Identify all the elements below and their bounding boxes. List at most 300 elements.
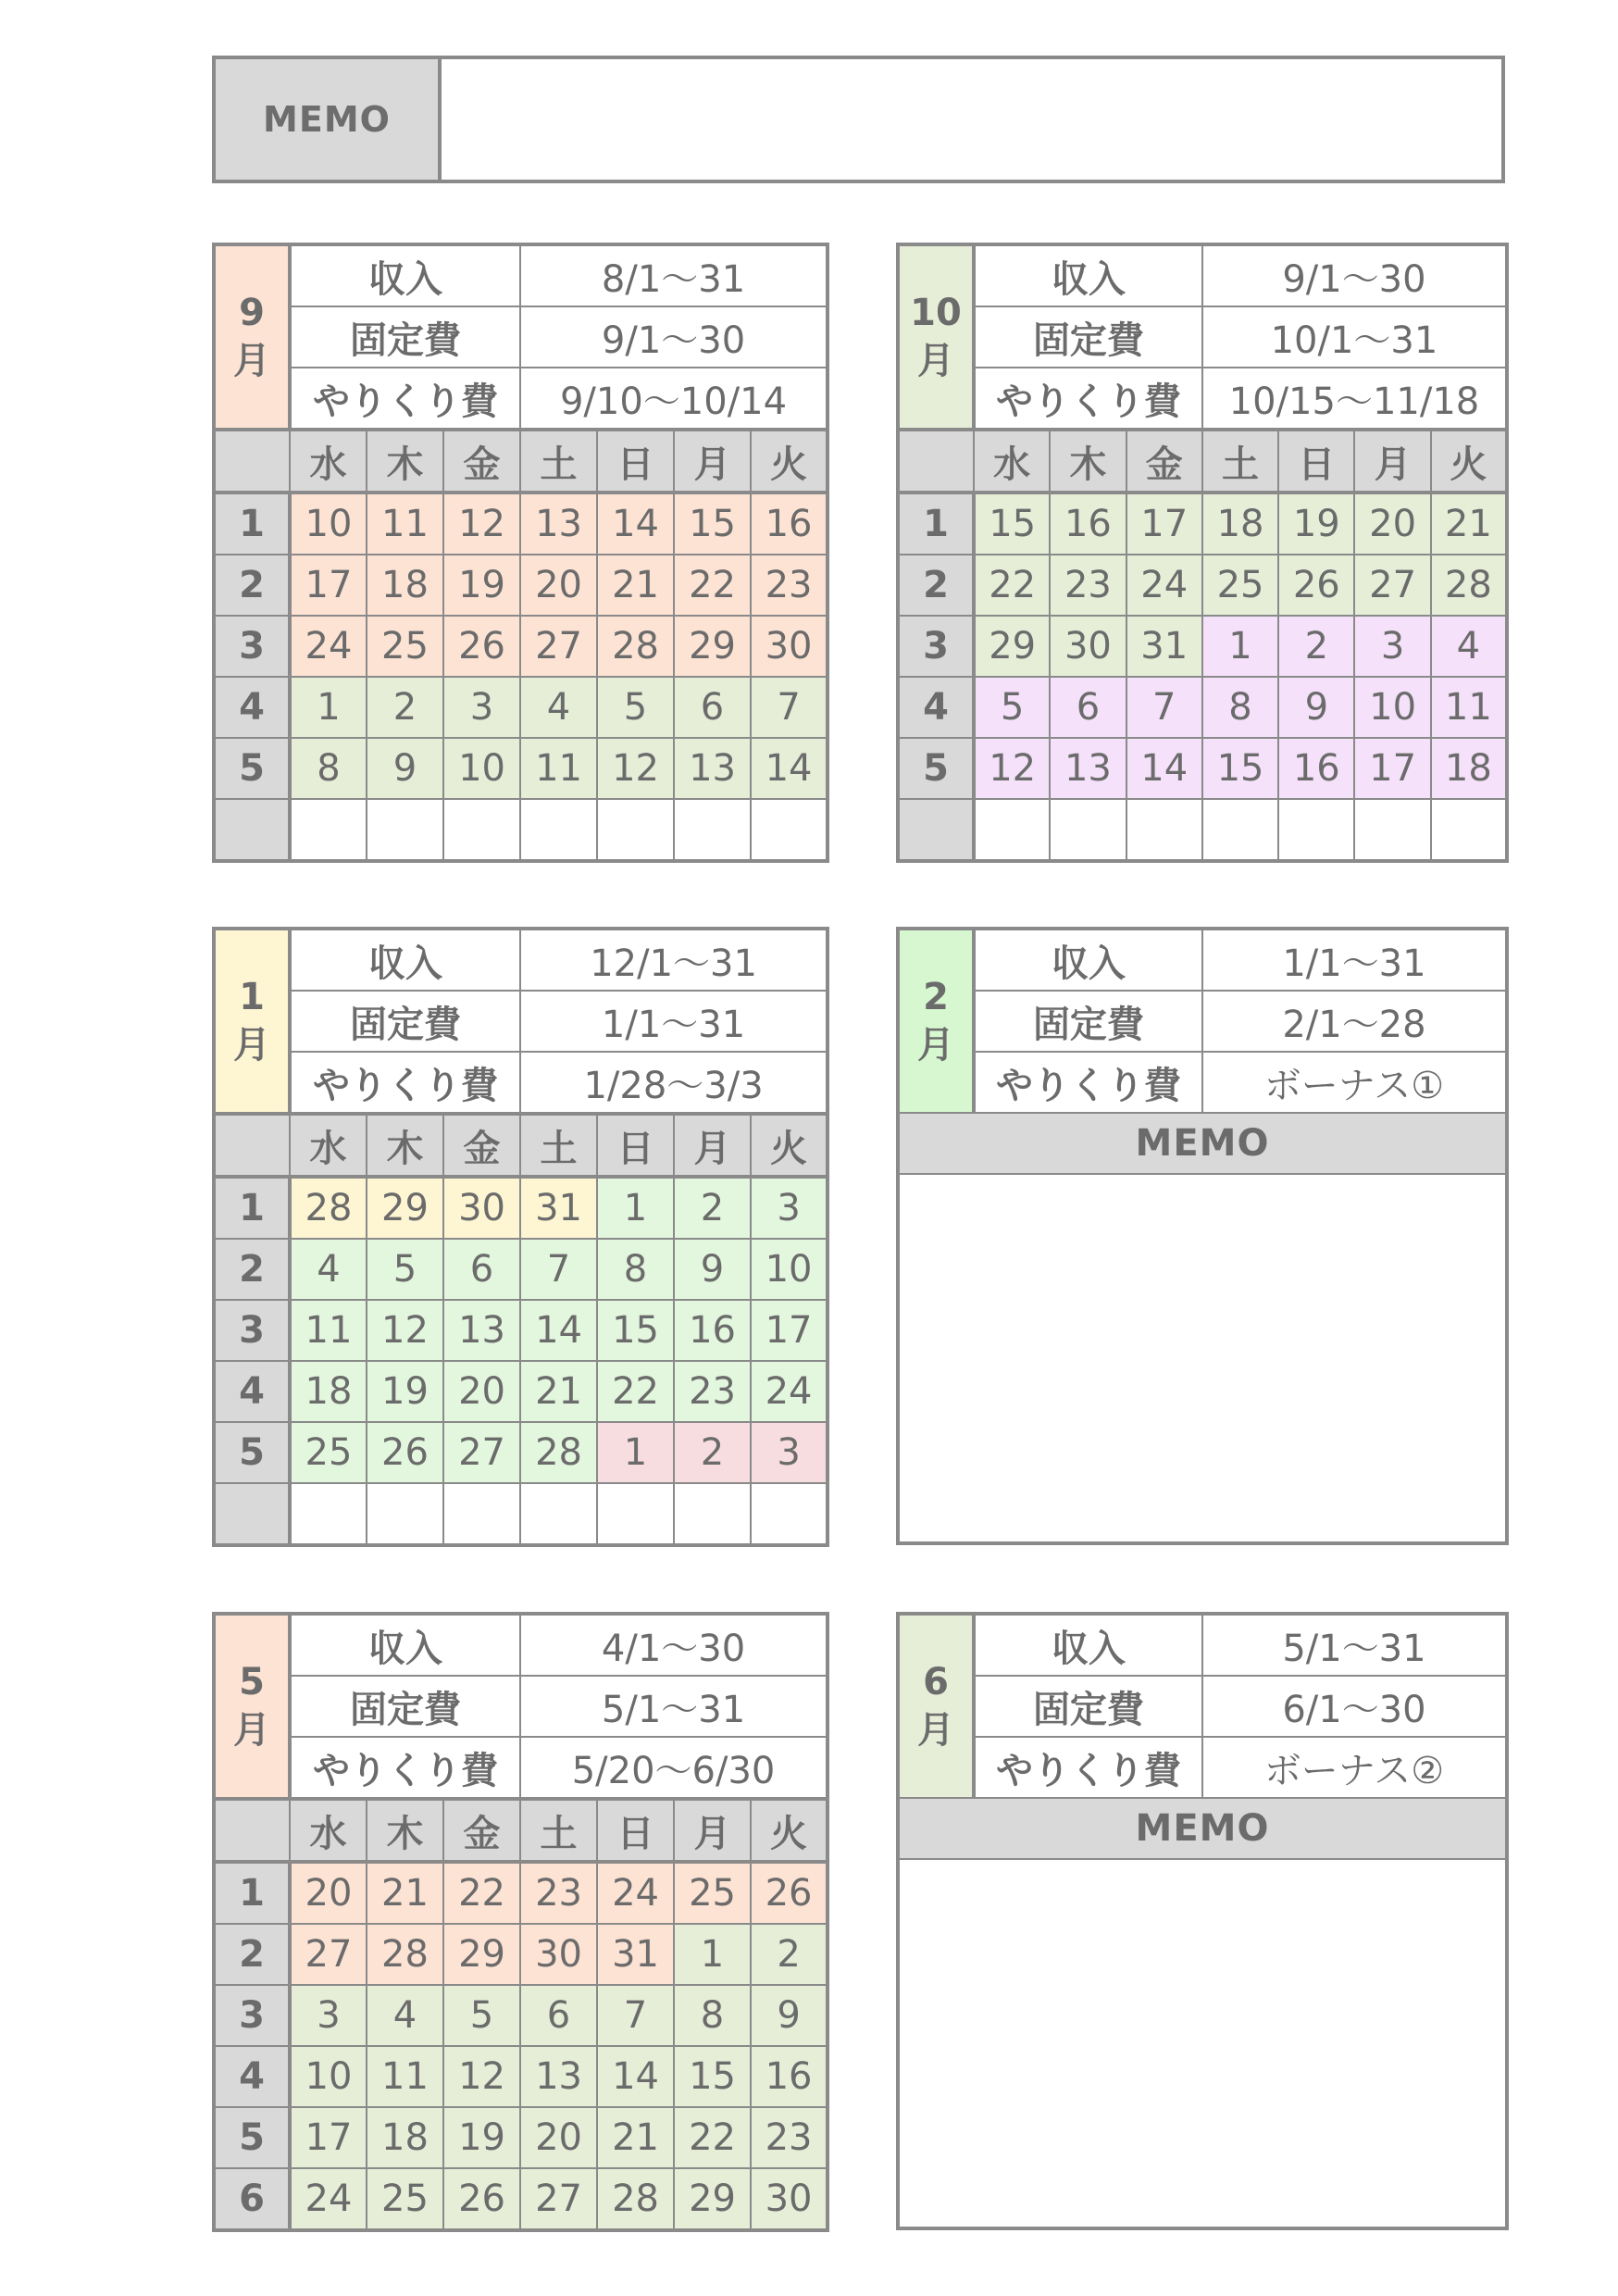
- day-cell[interactable]: [290, 799, 367, 861]
- month-calendar-may: [212, 1612, 829, 2232]
- period-label-income: 収入: [974, 244, 1202, 306]
- period-range-budget[interactable]: 5/20〜6/30: [520, 1737, 828, 1799]
- weekday-label: 木: [367, 1799, 443, 1862]
- period-label-income: 収入: [974, 1614, 1202, 1676]
- day-cell[interactable]: 13: [520, 2046, 597, 2107]
- month-number-value: 5: [239, 1661, 265, 1703]
- month-calendar-oct: [896, 243, 1509, 863]
- month-unit: 月: [233, 340, 270, 382]
- day-cell[interactable]: 3: [290, 1985, 367, 2046]
- weekday-label: 日: [1278, 430, 1354, 493]
- weekday-label: 日: [597, 1799, 674, 1862]
- day-cell[interactable]: 5: [597, 677, 674, 738]
- weekday-label: 木: [367, 1114, 443, 1177]
- week-row: [214, 1239, 828, 1300]
- top-memo-label: MEMO: [216, 59, 442, 180]
- day-cell[interactable]: [1278, 799, 1354, 861]
- day-cell[interactable]: 9: [751, 1985, 828, 2046]
- weekday-label: 金: [1126, 430, 1202, 493]
- week-number: 4: [214, 677, 290, 738]
- week-number: 5: [214, 738, 290, 799]
- weekday-label: 火: [751, 1799, 828, 1862]
- week-number: 5: [214, 1422, 290, 1483]
- week-row: [214, 1483, 828, 1545]
- period-label-budget: やりくり費: [290, 1052, 520, 1114]
- week-row: [898, 799, 1507, 861]
- weekday-label: 土: [520, 1799, 597, 1862]
- day-cell[interactable]: 15: [597, 1300, 674, 1361]
- weekday-label: 月: [674, 1799, 751, 1862]
- period-label-income: 収入: [290, 929, 520, 991]
- week-number: 1: [898, 493, 974, 555]
- weekday-label: 水: [290, 430, 367, 493]
- month-number: [898, 929, 974, 1113]
- week-number: 6: [214, 2168, 290, 2230]
- period-label-budget: やりくり費: [974, 1052, 1202, 1113]
- month-number-value: 2: [923, 976, 949, 1018]
- day-cell[interactable]: 4: [520, 677, 597, 738]
- day-cell[interactable]: 10: [1354, 677, 1430, 738]
- week-row: [214, 1862, 828, 1924]
- period-label-fixed: 固定費: [290, 1676, 520, 1737]
- day-cell[interactable]: 28: [597, 2168, 674, 2230]
- day-cell[interactable]: 4: [1431, 616, 1507, 677]
- week-row: [214, 616, 828, 677]
- day-cell[interactable]: 8: [674, 1985, 751, 2046]
- day-cell[interactable]: 25: [367, 616, 443, 677]
- day-cell[interactable]: 27: [1354, 555, 1430, 616]
- week-number: 1: [214, 493, 290, 555]
- day-cell[interactable]: 18: [1431, 738, 1507, 799]
- week-row: [214, 1177, 828, 1239]
- day-cell[interactable]: 22: [674, 555, 751, 616]
- day-cell[interactable]: 12: [597, 738, 674, 799]
- week-row: [214, 1924, 828, 1985]
- day-cell[interactable]: 11: [290, 1300, 367, 1361]
- day-cell[interactable]: 14: [520, 1300, 597, 1361]
- week-number: 2: [214, 1924, 290, 1985]
- day-cell[interactable]: 28: [597, 616, 674, 677]
- period-range-fixed[interactable]: 6/1〜30: [1202, 1676, 1507, 1737]
- month-unit: 月: [917, 1709, 954, 1752]
- period-label-fixed: 固定費: [974, 991, 1202, 1052]
- month-number-value: 6: [923, 1661, 949, 1703]
- day-cell[interactable]: 31: [520, 1177, 597, 1239]
- week-number: 3: [898, 616, 974, 677]
- period-range-income[interactable]: 9/1〜30: [1202, 244, 1507, 306]
- week-row: [214, 1422, 828, 1483]
- day-cell[interactable]: 15: [974, 493, 1050, 555]
- day-cell[interactable]: [367, 799, 443, 861]
- day-cell[interactable]: 2: [674, 1422, 751, 1483]
- day-cell[interactable]: 26: [1278, 555, 1354, 616]
- day-cell[interactable]: 12: [974, 738, 1050, 799]
- day-cell[interactable]: 30: [751, 616, 828, 677]
- day-cell[interactable]: 27: [290, 1924, 367, 1985]
- weekday-corner: [214, 1799, 290, 1862]
- day-cell[interactable]: 3: [443, 677, 520, 738]
- period-range-fixed[interactable]: 2/1〜28: [1202, 991, 1507, 1052]
- day-cell[interactable]: 31: [1126, 616, 1202, 677]
- day-cell[interactable]: 5: [367, 1239, 443, 1300]
- weekday-label: 月: [674, 1114, 751, 1177]
- weekday-label: 水: [290, 1114, 367, 1177]
- day-cell[interactable]: 9: [1278, 677, 1354, 738]
- day-cell[interactable]: 16: [751, 2046, 828, 2107]
- period-range-budget[interactable]: ボーナス①: [1202, 1052, 1507, 1113]
- day-cell[interactable]: 28: [290, 1177, 367, 1239]
- day-cell[interactable]: 7: [1126, 677, 1202, 738]
- weekday-label: 金: [443, 1114, 520, 1177]
- weekday-header-row: [898, 430, 1507, 493]
- day-cell[interactable]: 18: [1202, 493, 1278, 555]
- period-range-income[interactable]: 5/1〜31: [1202, 1614, 1507, 1676]
- month-unit: 月: [233, 1709, 270, 1752]
- week-row: [214, 1361, 828, 1422]
- day-cell[interactable]: 31: [597, 1924, 674, 1985]
- day-cell[interactable]: 19: [1278, 493, 1354, 555]
- period-label-income: 収入: [290, 244, 520, 306]
- day-cell[interactable]: [367, 1483, 443, 1545]
- day-cell[interactable]: 23: [751, 2107, 828, 2168]
- day-cell[interactable]: 2: [751, 1924, 828, 1985]
- day-cell[interactable]: 13: [674, 738, 751, 799]
- week-number: 3: [214, 1985, 290, 2046]
- week-number: [214, 799, 290, 861]
- day-cell[interactable]: 28: [367, 1924, 443, 1985]
- month-unit: 月: [917, 1024, 954, 1067]
- period-range-budget[interactable]: 10/15〜11/18: [1202, 368, 1507, 430]
- day-cell[interactable]: 1: [597, 1177, 674, 1239]
- day-cell[interactable]: [751, 799, 828, 861]
- week-number: 4: [214, 1361, 290, 1422]
- day-cell[interactable]: [1126, 799, 1202, 861]
- weekday-label: 土: [520, 430, 597, 493]
- day-cell[interactable]: 19: [367, 1361, 443, 1422]
- day-cell[interactable]: 13: [1050, 738, 1126, 799]
- day-cell[interactable]: [1202, 799, 1278, 861]
- day-cell[interactable]: 17: [290, 555, 367, 616]
- day-cell[interactable]: 22: [443, 1862, 520, 1924]
- weekday-label: 火: [751, 1114, 828, 1177]
- day-cell[interactable]: 20: [520, 2107, 597, 2168]
- day-cell[interactable]: 5: [443, 1985, 520, 2046]
- month-unit: 月: [917, 340, 954, 382]
- day-cell[interactable]: 22: [974, 555, 1050, 616]
- day-cell[interactable]: 15: [674, 2046, 751, 2107]
- month-number-value: 1: [239, 976, 265, 1018]
- day-cell[interactable]: 19: [443, 2107, 520, 2168]
- day-cell[interactable]: 17: [1126, 493, 1202, 555]
- period-range-budget[interactable]: 9/10〜10/14: [520, 368, 828, 430]
- day-cell[interactable]: 1: [597, 1422, 674, 1483]
- day-cell[interactable]: [520, 1483, 597, 1545]
- day-cell[interactable]: 21: [597, 2107, 674, 2168]
- month-number-value: 10: [910, 292, 962, 334]
- day-cell[interactable]: 16: [751, 493, 828, 555]
- day-cell[interactable]: 30: [1050, 616, 1126, 677]
- day-cell[interactable]: [1050, 799, 1126, 861]
- day-cell[interactable]: 6: [674, 677, 751, 738]
- day-cell[interactable]: 9: [367, 738, 443, 799]
- day-cell[interactable]: 17: [751, 1300, 828, 1361]
- day-cell[interactable]: 4: [290, 1239, 367, 1300]
- day-cell[interactable]: [443, 1483, 520, 1545]
- weekday-label: 土: [520, 1114, 597, 1177]
- week-row: [214, 2046, 828, 2107]
- day-cell[interactable]: 19: [443, 555, 520, 616]
- day-cell[interactable]: 6: [520, 1985, 597, 2046]
- day-cell[interactable]: 20: [290, 1862, 367, 1924]
- weekday-label: 月: [674, 430, 751, 493]
- day-cell[interactable]: 25: [1202, 555, 1278, 616]
- period-label-fixed: 固定費: [290, 306, 520, 368]
- day-cell[interactable]: 16: [1050, 493, 1126, 555]
- memo-area[interactable]: [898, 1174, 1507, 1543]
- day-cell[interactable]: 30: [443, 1177, 520, 1239]
- period-range-income[interactable]: 8/1〜31: [520, 244, 828, 306]
- day-cell[interactable]: 20: [443, 1361, 520, 1422]
- weekday-header-row: [214, 430, 828, 493]
- weekday-label: 水: [290, 1799, 367, 1862]
- month-calendar-feb: [896, 927, 1509, 1545]
- day-cell[interactable]: 30: [520, 1924, 597, 1985]
- day-cell[interactable]: 22: [674, 2107, 751, 2168]
- day-cell[interactable]: [1354, 799, 1430, 861]
- day-cell[interactable]: 7: [597, 1985, 674, 2046]
- day-cell[interactable]: 14: [597, 2046, 674, 2107]
- period-label-fixed: 固定費: [290, 991, 520, 1052]
- day-cell[interactable]: 6: [443, 1239, 520, 1300]
- week-row: [214, 738, 828, 799]
- day-cell[interactable]: 8: [290, 738, 367, 799]
- period-label-fixed: 固定費: [974, 306, 1202, 368]
- period-range-income[interactable]: 1/1〜31: [1202, 929, 1507, 991]
- week-row: [898, 555, 1507, 616]
- day-cell[interactable]: 28: [520, 1422, 597, 1483]
- day-cell[interactable]: 21: [1431, 493, 1507, 555]
- day-cell[interactable]: 2: [1278, 616, 1354, 677]
- day-cell[interactable]: 14: [597, 493, 674, 555]
- day-cell[interactable]: 27: [520, 2168, 597, 2230]
- day-cell[interactable]: 26: [443, 2168, 520, 2230]
- day-cell[interactable]: 26: [367, 1422, 443, 1483]
- day-cell[interactable]: [974, 799, 1050, 861]
- day-cell[interactable]: [520, 799, 597, 861]
- day-cell[interactable]: 23: [751, 555, 828, 616]
- day-cell[interactable]: 9: [674, 1239, 751, 1300]
- day-cell[interactable]: [597, 1483, 674, 1545]
- day-cell[interactable]: 10: [443, 738, 520, 799]
- day-cell[interactable]: 15: [674, 493, 751, 555]
- month-calendar-sep: [212, 243, 829, 863]
- day-cell[interactable]: 17: [1354, 738, 1430, 799]
- day-cell[interactable]: 29: [674, 616, 751, 677]
- day-cell[interactable]: 3: [1354, 616, 1430, 677]
- period-label-budget: やりくり費: [974, 1737, 1202, 1798]
- month-number-value: 9: [239, 292, 265, 334]
- day-cell[interactable]: 21: [367, 1862, 443, 1924]
- week-row: [214, 493, 828, 555]
- day-cell[interactable]: 18: [290, 1361, 367, 1422]
- weekday-header-row: [214, 1799, 828, 1862]
- week-number: 5: [214, 2107, 290, 2168]
- weekday-label: 木: [1050, 430, 1126, 493]
- week-row: [898, 493, 1507, 555]
- week-row: [214, 799, 828, 861]
- period-range-budget[interactable]: ボーナス②: [1202, 1737, 1507, 1798]
- day-cell[interactable]: 8: [597, 1239, 674, 1300]
- week-number: 5: [898, 738, 974, 799]
- day-cell[interactable]: 2: [367, 677, 443, 738]
- day-cell[interactable]: 27: [520, 616, 597, 677]
- day-cell[interactable]: 5: [974, 677, 1050, 738]
- week-number: 2: [214, 555, 290, 616]
- period-label-budget: やりくり費: [974, 368, 1202, 430]
- day-cell[interactable]: 22: [597, 1361, 674, 1422]
- period-label-budget: やりくり費: [290, 368, 520, 430]
- day-cell[interactable]: 2: [674, 1177, 751, 1239]
- week-row: [214, 1300, 828, 1361]
- day-cell[interactable]: 18: [367, 555, 443, 616]
- week-row: [214, 555, 828, 616]
- day-cell[interactable]: 1: [674, 1924, 751, 1985]
- day-cell[interactable]: 12: [443, 493, 520, 555]
- top-memo-box[interactable]: [212, 56, 1505, 183]
- day-cell[interactable]: 1: [1202, 616, 1278, 677]
- day-cell[interactable]: 29: [443, 1924, 520, 1985]
- day-cell[interactable]: 26: [443, 616, 520, 677]
- day-cell[interactable]: 3: [751, 1422, 828, 1483]
- month-calendar-jan: [212, 927, 829, 1547]
- week-row: [214, 677, 828, 738]
- day-cell[interactable]: 21: [520, 1361, 597, 1422]
- day-cell[interactable]: 20: [1354, 493, 1430, 555]
- day-cell[interactable]: 7: [520, 1239, 597, 1300]
- day-cell[interactable]: 6: [1050, 677, 1126, 738]
- day-cell[interactable]: 23: [520, 1862, 597, 1924]
- month-number: [898, 1614, 974, 1798]
- day-cell[interactable]: 11: [367, 2046, 443, 2107]
- day-cell[interactable]: 15: [1202, 738, 1278, 799]
- period-range-fixed[interactable]: 5/1〜31: [520, 1676, 828, 1737]
- day-cell[interactable]: 8: [1202, 677, 1278, 738]
- month-number: [214, 244, 290, 430]
- day-cell[interactable]: [290, 1483, 367, 1545]
- weekday-corner: [214, 1114, 290, 1177]
- day-cell[interactable]: [674, 1483, 751, 1545]
- period-range-fixed[interactable]: 9/1〜30: [520, 306, 828, 368]
- day-cell[interactable]: 29: [974, 616, 1050, 677]
- day-cell[interactable]: 29: [367, 1177, 443, 1239]
- day-cell[interactable]: 12: [443, 2046, 520, 2107]
- day-cell[interactable]: 18: [367, 2107, 443, 2168]
- day-cell[interactable]: 24: [751, 1361, 828, 1422]
- weekday-label: 水: [974, 430, 1050, 493]
- day-cell[interactable]: 11: [1431, 677, 1507, 738]
- week-number: 2: [898, 555, 974, 616]
- month-number: [214, 1614, 290, 1799]
- day-cell[interactable]: 21: [597, 555, 674, 616]
- weekday-label: 月: [1354, 430, 1430, 493]
- day-cell[interactable]: 10: [290, 2046, 367, 2107]
- day-cell[interactable]: 7: [751, 677, 828, 738]
- weekday-corner: [898, 430, 974, 493]
- day-cell[interactable]: 17: [290, 2107, 367, 2168]
- day-cell[interactable]: 10: [751, 1239, 828, 1300]
- day-cell[interactable]: 25: [290, 1422, 367, 1483]
- period-range-income[interactable]: 4/1〜30: [520, 1614, 828, 1676]
- memo-area[interactable]: [898, 1859, 1507, 2228]
- day-cell[interactable]: 11: [520, 738, 597, 799]
- day-cell[interactable]: [443, 799, 520, 861]
- day-cell[interactable]: 12: [367, 1300, 443, 1361]
- weekday-label: 金: [443, 1799, 520, 1862]
- day-cell[interactable]: [597, 799, 674, 861]
- week-number: [898, 799, 974, 861]
- day-cell[interactable]: 24: [597, 1862, 674, 1924]
- day-cell[interactable]: 23: [674, 1361, 751, 1422]
- day-cell[interactable]: 13: [520, 493, 597, 555]
- day-cell[interactable]: 26: [751, 1862, 828, 1924]
- weekday-label: 木: [367, 430, 443, 493]
- week-number: 3: [214, 616, 290, 677]
- day-cell[interactable]: 11: [367, 493, 443, 555]
- memo-header: MEMO: [898, 1113, 1507, 1174]
- day-cell[interactable]: [674, 799, 751, 861]
- day-cell[interactable]: 24: [290, 2168, 367, 2230]
- day-cell[interactable]: 29: [674, 2168, 751, 2230]
- week-number: 3: [214, 1300, 290, 1361]
- month-number: [898, 244, 974, 430]
- day-cell[interactable]: 13: [443, 1300, 520, 1361]
- week-number: 2: [214, 1239, 290, 1300]
- day-cell[interactable]: 24: [1126, 555, 1202, 616]
- weekday-label: 土: [1202, 430, 1278, 493]
- day-cell[interactable]: 24: [290, 616, 367, 677]
- period-range-budget[interactable]: 1/28〜3/3: [520, 1052, 828, 1114]
- day-cell[interactable]: 30: [751, 2168, 828, 2230]
- period-label-income: 収入: [974, 929, 1202, 991]
- day-cell[interactable]: 16: [674, 1300, 751, 1361]
- day-cell[interactable]: 23: [1050, 555, 1126, 616]
- week-row: [214, 1985, 828, 2046]
- day-cell[interactable]: 25: [367, 2168, 443, 2230]
- day-cell[interactable]: [1431, 799, 1507, 861]
- weekday-label: 火: [751, 430, 828, 493]
- day-cell[interactable]: 4: [367, 1985, 443, 2046]
- day-cell[interactable]: 1: [290, 677, 367, 738]
- day-cell[interactable]: 16: [1278, 738, 1354, 799]
- week-row: [898, 677, 1507, 738]
- weekday-corner: [214, 430, 290, 493]
- day-cell[interactable]: 10: [290, 493, 367, 555]
- period-range-fixed[interactable]: 10/1〜31: [1202, 306, 1507, 368]
- period-label-fixed: 固定費: [974, 1676, 1202, 1737]
- period-range-income[interactable]: 12/1〜31: [520, 929, 828, 991]
- day-cell[interactable]: 14: [751, 738, 828, 799]
- day-cell[interactable]: 20: [520, 555, 597, 616]
- day-cell[interactable]: 25: [674, 1862, 751, 1924]
- day-cell[interactable]: [751, 1483, 828, 1545]
- week-number: [214, 1483, 290, 1545]
- day-cell[interactable]: 28: [1431, 555, 1507, 616]
- period-label-income: 収入: [290, 1614, 520, 1676]
- day-cell[interactable]: 14: [1126, 738, 1202, 799]
- day-cell[interactable]: 27: [443, 1422, 520, 1483]
- period-range-fixed[interactable]: 1/1〜31: [520, 991, 828, 1052]
- day-cell[interactable]: 3: [751, 1177, 828, 1239]
